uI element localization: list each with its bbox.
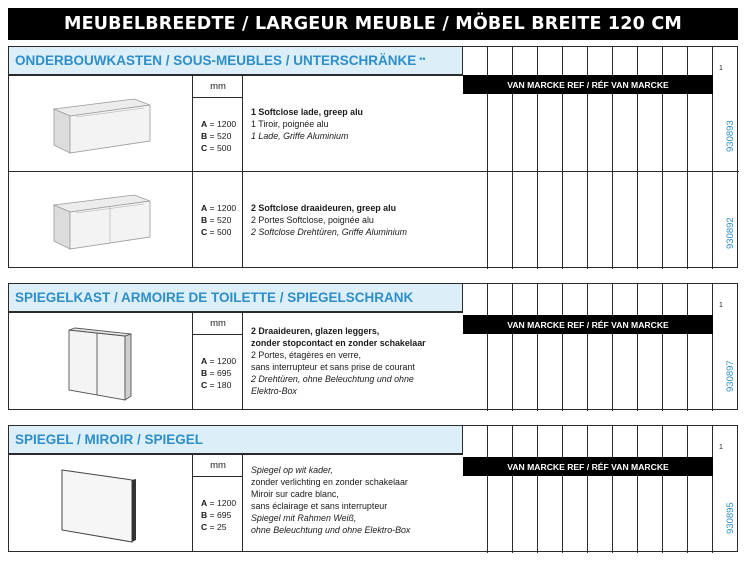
dim-key: B [201,510,208,520]
ref-code: 930892 [725,217,736,249]
footnote-mark: ** [419,56,426,65]
section-title [9,284,463,312]
dim-key: B [201,131,208,141]
section-mirror [8,425,738,552]
dimensions [193,76,243,171]
product-row [9,171,463,268]
dim-value: = 695 [209,510,232,520]
ref-code: 930897 [725,360,736,392]
quantity-label: 1 [719,302,723,309]
dim-value: = 180 [209,380,232,390]
dim-value: = 500 [209,227,232,237]
desc-de: 2 Softclose Drehtüren, Griffe Aluminium [251,227,408,237]
ref-header: VAN MARCKE REF / RÉF VAN MARCKE [463,457,713,476]
dim-value: = 695 [209,368,232,378]
dim-value: = 1200 [209,119,237,129]
section-mirror-cabinet [8,283,738,410]
ref-code: 930895 [725,502,736,534]
desc-nl: 2 Softclose draaideuren, greep alu [251,203,397,213]
dim-value: = 1200 [209,498,237,508]
desc-fr: 2 Portes, étagères en verre, [251,350,362,360]
product-image-mirror-cabinet [9,313,193,410]
mm-label: mm [193,455,243,477]
dim-key: B [201,215,208,225]
product-row [9,312,463,410]
desc-de: 2 Drehtüren, ohne Beleuchtung und ohne [251,374,414,384]
dim-key: A [201,498,208,508]
desc-fr: 2 Portes Softclose, poignée alu [251,215,374,225]
product-image-mirror [9,455,193,552]
dimensions [193,171,243,268]
dim-key: A [201,203,208,213]
mm-label: mm [193,313,243,335]
dim-key: C [201,227,208,237]
page-title: MEUBELBREEDTE / LARGEUR MEUBLE / MÖBEL BREITE 120 CM [8,8,738,40]
desc-nl: zonder stopcontact en zonder schakelaar [251,338,426,348]
product-image-door-cabinet [9,171,193,268]
desc-de: ohne Beleuchtung und ohne Elektro-Box [251,525,411,535]
section-title-text: SPIEGELKAST / ARMOIRE DE TOILETTE / SPIEGELSCHRANK [15,290,414,305]
desc-nl: zonder verlichting en zonder schakelaar [251,477,408,487]
desc-de: Spiegel mit Rahmen Weiß, [251,513,357,523]
desc-fr: Miroir sur cadre blanc, [251,489,339,499]
desc-de: Elektro-Box [251,386,297,396]
section-title-text: SPIEGEL / MIROIR / SPIEGEL [15,432,204,447]
dim-value: = 520 [209,215,232,225]
dim-key: B [201,368,208,378]
desc-nl: Spiegel op wit kader, [251,465,333,475]
dim-key: A [201,356,208,366]
dim-value: = 1200 [209,203,237,213]
order-grid [463,426,739,553]
dimensions [193,455,243,552]
section-title-text: ONDERBOUWKASTEN / SOUS-MEUBLES / UNTERSCHRÄNKE [15,53,417,68]
product-row [9,75,463,171]
dim-value: = 500 [209,143,232,153]
product-row [9,454,463,552]
dim-key: C [201,143,208,153]
desc-nl: 2 Draaideuren, glazen leggers, [251,326,380,336]
description [243,76,463,171]
dim-value: = 520 [209,131,232,141]
dim-value: = 1200 [209,356,237,366]
section-underbuild-cabinets [8,46,738,268]
dim-key: A [201,119,208,129]
section-title [9,426,463,454]
ref-header: VAN MARCKE REF / RÉF VAN MARCKE [463,315,713,334]
section-title [9,47,463,75]
order-grid [463,284,739,411]
product-image-drawer-cabinet [9,76,193,171]
description [243,313,463,410]
description [243,455,463,552]
dim-key: C [201,380,208,390]
ref-header: VAN MARCKE REF / RÉF VAN MARCKE [463,75,713,94]
desc-de: 1 Lade, Griffe Aluminium [251,131,349,141]
quantity-label: 1 [719,65,723,72]
desc-fr: sans interrupteur et sans prise de courant [251,362,415,372]
dim-key: C [201,522,208,532]
desc-fr: 1 Tiroir, poignée alu [251,119,329,129]
desc-fr: sans éclairage et sans interrupteur [251,501,388,511]
desc-nl: 1 Softclose lade, greep alu [251,107,363,117]
dim-value: = 25 [209,522,227,532]
description [243,171,463,268]
ref-code: 930893 [725,120,736,152]
dimensions [193,313,243,410]
quantity-label: 1 [719,444,723,451]
mm-label: mm [193,76,243,98]
